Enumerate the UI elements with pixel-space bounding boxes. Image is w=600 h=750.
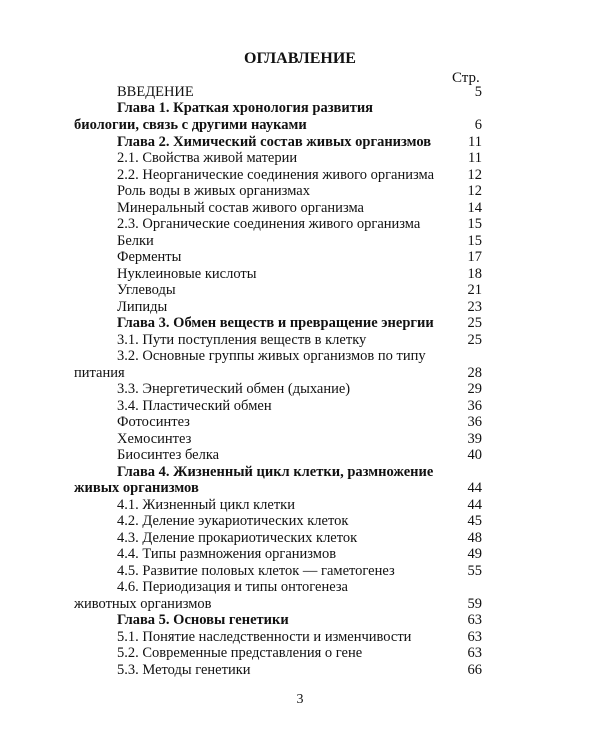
- toc-entry: [0, 596, 600, 613]
- toc-entry-text: 4.5. Развитие половых клеток — гаметогенез: [117, 563, 395, 579]
- toc-entry: [0, 266, 600, 283]
- toc-entry-page: 40: [467, 447, 482, 463]
- toc-entry-page: 21: [467, 282, 482, 298]
- toc-entry-text: Глава 1. Краткая хронология развития: [117, 100, 374, 116]
- toc-entry-page: 25: [467, 332, 482, 348]
- toc-entry: [0, 513, 600, 530]
- toc-entry-page: 29: [467, 381, 482, 397]
- page-number: 3: [296, 692, 304, 707]
- toc-entry: [0, 84, 600, 101]
- toc-entry: [0, 464, 600, 481]
- toc-entry-text: питания: [74, 365, 125, 381]
- toc-entry-text: 2.1. Свойства живой материи: [117, 150, 298, 166]
- toc-entry-page: 48: [467, 530, 482, 546]
- toc-entry: [0, 117, 600, 134]
- toc-entry: [0, 431, 600, 448]
- toc-entry-text: Углеводы: [117, 282, 176, 298]
- toc-entry-text: Роль воды в живых организмах: [117, 183, 310, 199]
- toc-entry-page: 12: [467, 183, 482, 199]
- toc-entry-page: 25: [467, 315, 482, 331]
- toc-entry-text: 5.1. Понятие наследственности и изменчивости: [117, 629, 412, 645]
- toc-entry: [0, 365, 600, 382]
- toc-entry-page: 59: [467, 596, 482, 612]
- toc-entry: [0, 447, 600, 464]
- toc-entry-page: 44: [467, 497, 482, 513]
- toc-entry-text: Белки: [117, 233, 154, 249]
- toc-entry: [0, 645, 600, 662]
- toc-entry-text: 3.2. Основные группы живых организмов по типу: [117, 348, 426, 364]
- toc-entry-page: 12: [467, 167, 482, 183]
- toc-entry: [0, 530, 600, 547]
- toc-entry-page: 11: [468, 134, 482, 150]
- toc-entry-page: 23: [467, 299, 482, 315]
- toc-entry-page: 6: [474, 117, 482, 133]
- toc-entry-text: Хемосинтез: [117, 431, 192, 447]
- toc-entry: [0, 497, 600, 514]
- toc-entry-page: 15: [467, 233, 482, 249]
- toc-entry-text: 3.1. Пути поступления веществ в клетку: [117, 332, 367, 348]
- toc-entry-page: 63: [467, 629, 482, 645]
- toc-entry: [0, 134, 600, 151]
- toc-entry-text: 2.3. Органические соединения живого организма: [117, 216, 421, 232]
- toc-entry-text: 4.1. Жизненный цикл клетки: [117, 497, 295, 513]
- toc-entry: [0, 150, 600, 167]
- toc-entry-text: Ферменты: [117, 249, 182, 265]
- toc-entry: [0, 183, 600, 200]
- toc-entry-page: 15: [467, 216, 482, 232]
- toc-entry-page: 44: [467, 480, 482, 496]
- toc-entry-text: Минеральный состав живого организма: [117, 200, 364, 216]
- toc-entry-page: 63: [467, 612, 482, 628]
- toc-entry-text: Глава 2. Химический состав живых организмов: [117, 134, 432, 150]
- toc-entry: [0, 381, 600, 398]
- toc-entry-text: 4.3. Деление прокариотических клеток: [117, 530, 358, 546]
- toc-entry-text: ВВЕДЕНИЕ: [117, 84, 194, 100]
- toc-title: ОГЛАВЛЕНИЕ: [244, 50, 356, 67]
- toc-entry-page: 28: [467, 365, 482, 381]
- toc-entry: [0, 249, 600, 266]
- toc-entry: [0, 315, 600, 332]
- toc-entry-page: 11: [468, 150, 482, 166]
- page-column-header: Стр.: [452, 70, 480, 86]
- toc-entry-page: 14: [467, 200, 482, 216]
- toc-entry-page: 5: [474, 84, 482, 100]
- toc-entry: [0, 282, 600, 299]
- toc-entry-text: 2.2. Неорганические соединения живого организма: [117, 167, 435, 183]
- toc-entry: [0, 480, 600, 497]
- toc-entry-page: 49: [467, 546, 482, 562]
- toc-entry-text: Глава 5. Основы генетики: [117, 612, 289, 628]
- toc-entry-text: Глава 4. Жизненный цикл клетки, размножение: [117, 464, 434, 480]
- toc-entry-text: 5.2. Современные представления о гене: [117, 645, 363, 661]
- toc-entry-text: 4.4. Типы размножения организмов: [117, 546, 337, 562]
- toc-entry: [0, 662, 600, 679]
- toc-entry-page: 17: [467, 249, 482, 265]
- toc-entry: [0, 546, 600, 563]
- toc-entry-page: 39: [467, 431, 482, 447]
- toc-entry: [0, 629, 600, 646]
- toc-entry: [0, 348, 600, 365]
- toc-entry: [0, 563, 600, 580]
- toc-entry: [0, 398, 600, 415]
- toc-entry-text: биологии, связь с другими науками: [74, 117, 307, 133]
- toc-entry-text: Фотосинтез: [117, 414, 190, 430]
- toc-entry-page: 36: [467, 414, 482, 430]
- toc-entry: [0, 100, 600, 117]
- toc-entry-text: 3.3. Энергетический обмен (дыхание): [117, 381, 351, 397]
- toc-entry: [0, 579, 600, 596]
- toc-entry-text: 5.3. Методы генетики: [117, 662, 251, 678]
- toc-entry-text: Глава 3. Обмен веществ и превращение энергии: [117, 315, 434, 331]
- toc-entry: [0, 167, 600, 184]
- toc-entry-page: 36: [467, 398, 482, 414]
- toc-entry-page: 55: [467, 563, 482, 579]
- toc-entry-text: 4.6. Периодизация и типы онтогенеза: [117, 579, 348, 595]
- toc-entry-text: Липиды: [117, 299, 168, 315]
- toc-entry: [0, 200, 600, 217]
- toc-entry-page: 45: [467, 513, 482, 529]
- toc-entry-text: 3.4. Пластический обмен: [117, 398, 272, 414]
- toc-entry: [0, 216, 600, 233]
- toc-entry: [0, 233, 600, 250]
- toc-entry-text: животных организмов: [74, 596, 212, 612]
- toc-entry-text: Нуклеиновые кислоты: [117, 266, 257, 282]
- toc-entry: [0, 299, 600, 316]
- toc-entry-page: 66: [467, 662, 482, 678]
- toc-entry-text: Биосинтез белка: [117, 447, 220, 463]
- toc-entry-page: 63: [467, 645, 482, 661]
- toc-entry-text: живых организмов: [74, 480, 199, 496]
- toc-entry: [0, 612, 600, 629]
- toc-entry: [0, 414, 600, 431]
- toc-entry-text: 4.2. Деление эукариотических клеток: [117, 513, 349, 529]
- toc-entry-page: 18: [467, 266, 482, 282]
- toc-entry: [0, 332, 600, 349]
